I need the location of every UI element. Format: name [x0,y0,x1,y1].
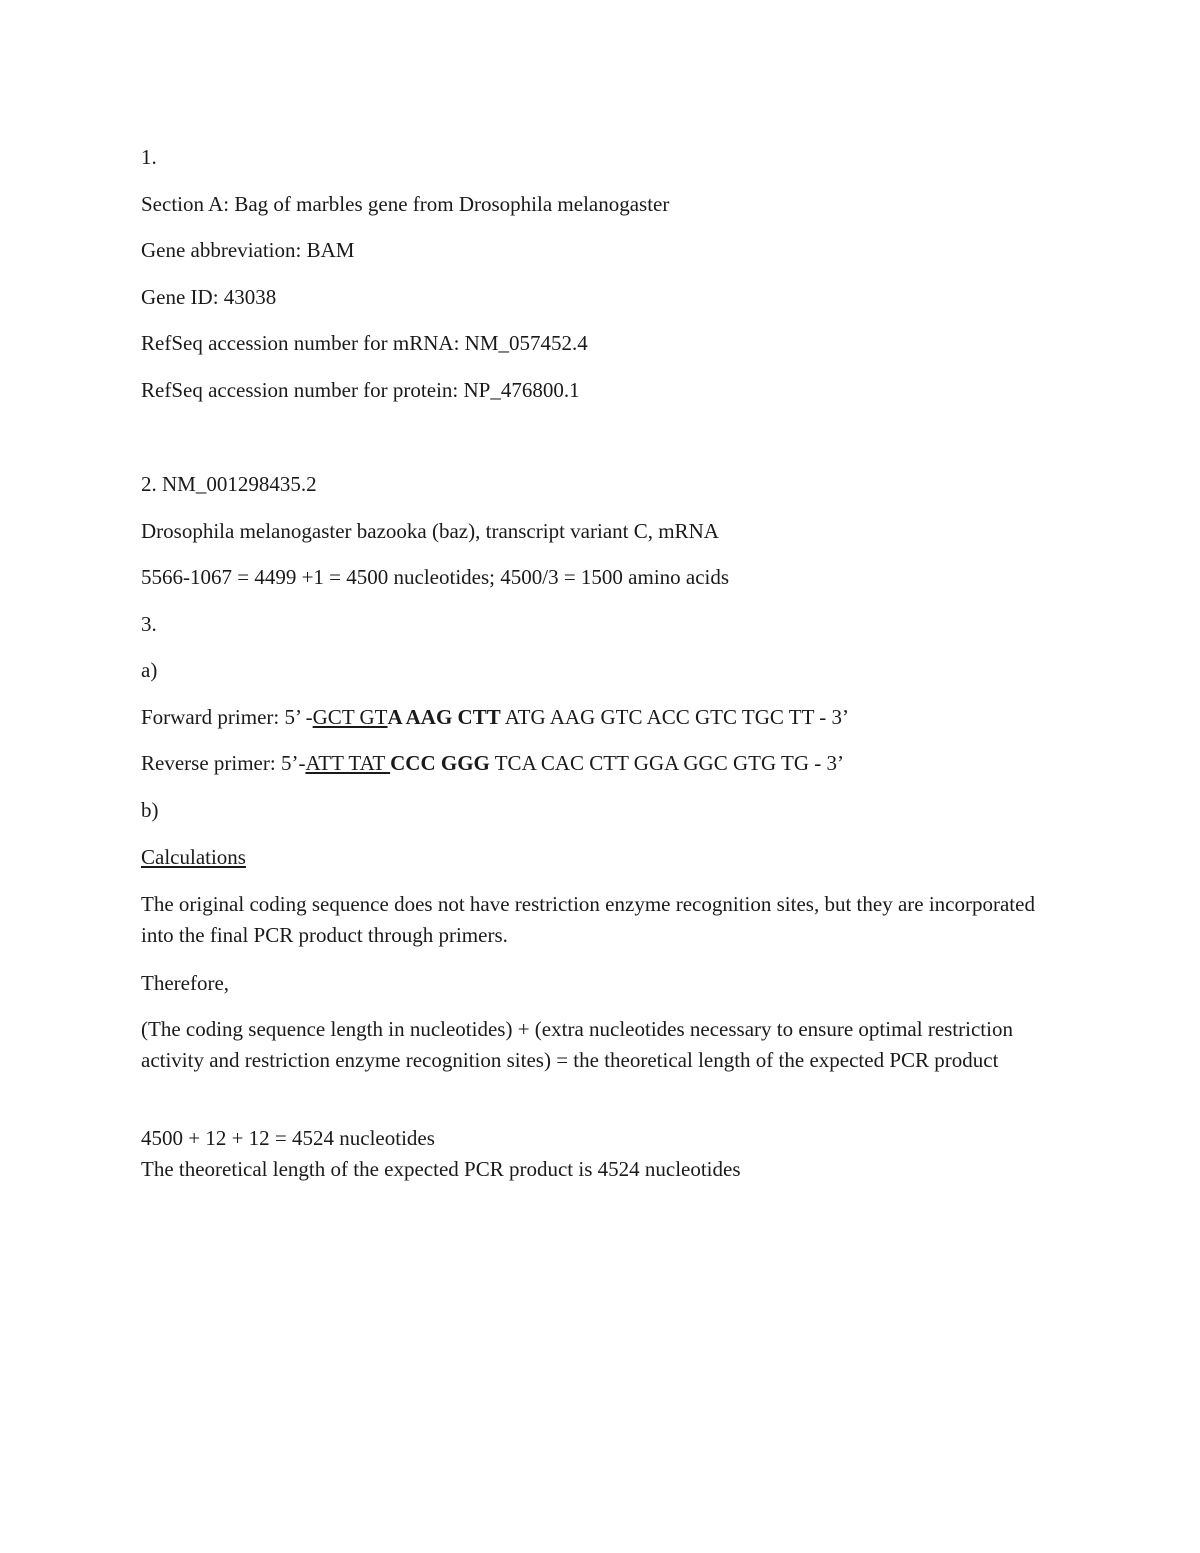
transcript-description: Drosophila melanogaster bazooka (baz), transcript variant C, mRNA [141,519,719,543]
forward-primer-restriction-site: A AAG CTT [387,705,501,729]
section-a-title: Section A: Bag of marbles gene from Drosophila melanogaster [141,192,670,216]
length-equation: 4500 + 12 + 12 = 4524 nucleotides [141,1126,435,1150]
reverse-primer-sequence: TCA CAC CTT GGA GGC GTG TG - 3’ [489,751,844,775]
question-3-number: 3. [141,612,157,636]
reverse-primer [141,751,844,775]
question-1-number: 1. [141,145,157,169]
gene-id: Gene ID: 43038 [141,285,277,309]
forward-primer [141,705,849,729]
refseq-mrna: RefSeq accession number for mRNA: NM_057452.4 [141,331,588,355]
forward-primer-label: Forward primer: 5’ - [141,705,313,729]
calculations-heading: Calculations [141,845,246,869]
gene-abbreviation: Gene abbreviation: BAM [141,238,355,262]
reverse-primer-restriction-site: CCC GGG [390,751,490,775]
length-calculation: 5566-1067 = 4499 +1 = 4500 nucleotides; 4500/3 = 1500 amino acids [141,565,730,589]
part-a-label: a) [141,658,158,682]
conclusion: The theoretical length of the expected PCR product is 4524 nucleotides [141,1157,741,1181]
forward-primer-sequence: ATG AAG GTC ACC GTC TGC TT - 3’ [500,705,850,729]
refseq-protein: RefSeq accession number for protein: NP_476800.1 [141,378,580,402]
reverse-primer-label: Reverse primer: 5’- [141,751,306,775]
part-b-label: b) [141,798,159,822]
question-2-heading: 2. NM_001298435.2 [141,472,317,496]
therefore-label: Therefore, [141,971,230,995]
forward-primer-underlined: GCT GT [312,705,388,729]
reverse-primer-underlined: ATT TAT [305,751,391,775]
paragraph-length-formula: (The coding sequence length in nucleotides) + (extra nucleotides necessary to ensure optimal restriction activity and restriction enzyme recognition sites) = the theoretical length of the expected PCR product [141,1017,1013,1072]
paragraph-restriction-sites: The original coding sequence does not have restriction enzyme recognition sites, but they are incorporated into the final PCR product through primers. [141,892,1035,947]
